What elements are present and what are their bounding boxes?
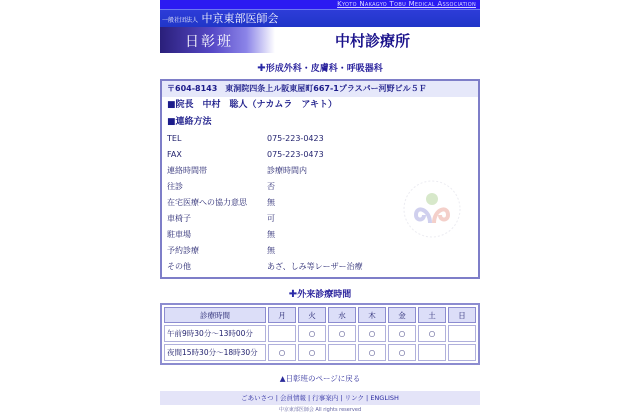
header-title-row xyxy=(160,27,480,53)
association-logo-icon xyxy=(402,179,462,239)
info-key: 連絡時間帯 xyxy=(167,166,207,175)
footer-link-english[interactable]: ENGLISH xyxy=(370,394,399,402)
footer-link-links[interactable]: リンク xyxy=(344,394,364,402)
footer-link-members[interactable]: 会員情報 xyxy=(279,394,306,402)
day-cell: ○ xyxy=(268,344,296,361)
info-key: FAX xyxy=(167,150,182,159)
english-org-name[interactable]: Kyoto Nakagyo Tobu Medical Association xyxy=(337,0,476,8)
info-value: 無 xyxy=(267,198,275,207)
info-key: その他 xyxy=(167,262,191,271)
info-key: 往診 xyxy=(167,182,183,191)
info-key: 車椅子 xyxy=(167,214,191,223)
col-header: 土 xyxy=(418,307,446,323)
group-banner xyxy=(160,27,275,53)
contact-heading: ■連絡方法 xyxy=(167,117,212,127)
day-cell xyxy=(418,344,446,361)
row-label: 午前9時30分〜13時00分 xyxy=(164,325,266,342)
col-header: 診療時間 xyxy=(164,307,266,323)
footer-nav xyxy=(160,391,480,405)
col-header: 火 xyxy=(298,307,326,323)
separator: | xyxy=(338,394,345,402)
schedule-header-row xyxy=(164,307,476,323)
day-cell xyxy=(448,344,476,361)
info-row-reservation xyxy=(162,243,478,259)
day-cell: ○ xyxy=(298,344,326,361)
info-value: 可 xyxy=(267,214,275,223)
clinic-info-box xyxy=(160,79,480,279)
page xyxy=(160,0,480,413)
schedule-heading xyxy=(160,287,480,301)
row-label: 夜間15時30分〜18時30分 xyxy=(164,344,266,361)
departments-heading xyxy=(160,61,480,75)
org-logo-text[interactable] xyxy=(162,11,279,28)
day-cell: ○ xyxy=(358,344,386,361)
day-cell: ○ xyxy=(298,325,326,342)
cross-icon: ✚ xyxy=(257,63,266,74)
info-value: 診療時間内 xyxy=(267,166,307,175)
footer-link-greeting[interactable]: ごあいさつ xyxy=(241,394,274,402)
info-value: 075-223-0473 xyxy=(267,150,324,159)
org-prefix: 一般社団法人 xyxy=(162,17,199,24)
footer-link-events[interactable]: 行事案内 xyxy=(312,394,339,402)
table-row xyxy=(164,344,476,361)
info-value: 無 xyxy=(267,230,275,239)
info-key: TEL xyxy=(167,134,182,143)
day-cell: ○ xyxy=(388,325,416,342)
day-cell: ○ xyxy=(328,325,356,342)
clinic-title: 中村診療所 xyxy=(335,32,411,50)
day-cell: ○ xyxy=(418,325,446,342)
col-header: 日 xyxy=(448,307,476,323)
table-row xyxy=(164,325,476,342)
day-cell xyxy=(328,344,356,361)
director: ■院長 中村 聡人（ナカムラ アキト） xyxy=(167,100,337,110)
departments-text: 形成外科・皮膚科・呼吸器科 xyxy=(265,64,383,74)
info-value: 075-223-0423 xyxy=(267,134,324,143)
schedule-title: 外来診療時間 xyxy=(297,290,352,300)
separator: | xyxy=(363,394,371,402)
info-row-contact-hours xyxy=(162,163,478,179)
separator: | xyxy=(305,394,313,402)
col-header: 月 xyxy=(268,307,296,323)
day-cell xyxy=(448,325,476,342)
info-row-other xyxy=(162,259,478,275)
schedule-table xyxy=(160,303,480,365)
col-header: 水 xyxy=(328,307,356,323)
info-key: 予約診療 xyxy=(167,246,199,255)
address: 〒604-8143 東洞院四条上ル阪東屋町667-1プラスパー河野ビル５Ｆ xyxy=(162,81,478,97)
cross-icon: ✚ xyxy=(288,289,298,300)
day-cell: ○ xyxy=(388,344,416,361)
back-link[interactable]: ▲日彰班のページに戻る xyxy=(279,374,361,383)
info-row-fax xyxy=(162,147,478,163)
org-name: 中京東部医師会 xyxy=(201,12,279,25)
col-header: 金 xyxy=(388,307,416,323)
info-value: 無 xyxy=(267,246,275,255)
col-header: 木 xyxy=(358,307,386,323)
info-key: 在宅医療への協力意思 xyxy=(167,198,247,207)
info-value: あざ、しみ等レーザー治療 xyxy=(267,262,363,271)
day-cell: ○ xyxy=(358,325,386,342)
group-name: 日彰班 xyxy=(185,34,233,50)
info-row-tel xyxy=(162,131,478,147)
separator: | xyxy=(273,394,280,402)
copyright: 中京東部医師会 All rights reserved xyxy=(278,407,362,413)
info-key: 駐車場 xyxy=(167,230,191,239)
day-cell xyxy=(268,325,296,342)
header-org-bar xyxy=(160,9,480,27)
header-top-bar xyxy=(160,0,480,9)
info-value: 否 xyxy=(267,182,275,191)
